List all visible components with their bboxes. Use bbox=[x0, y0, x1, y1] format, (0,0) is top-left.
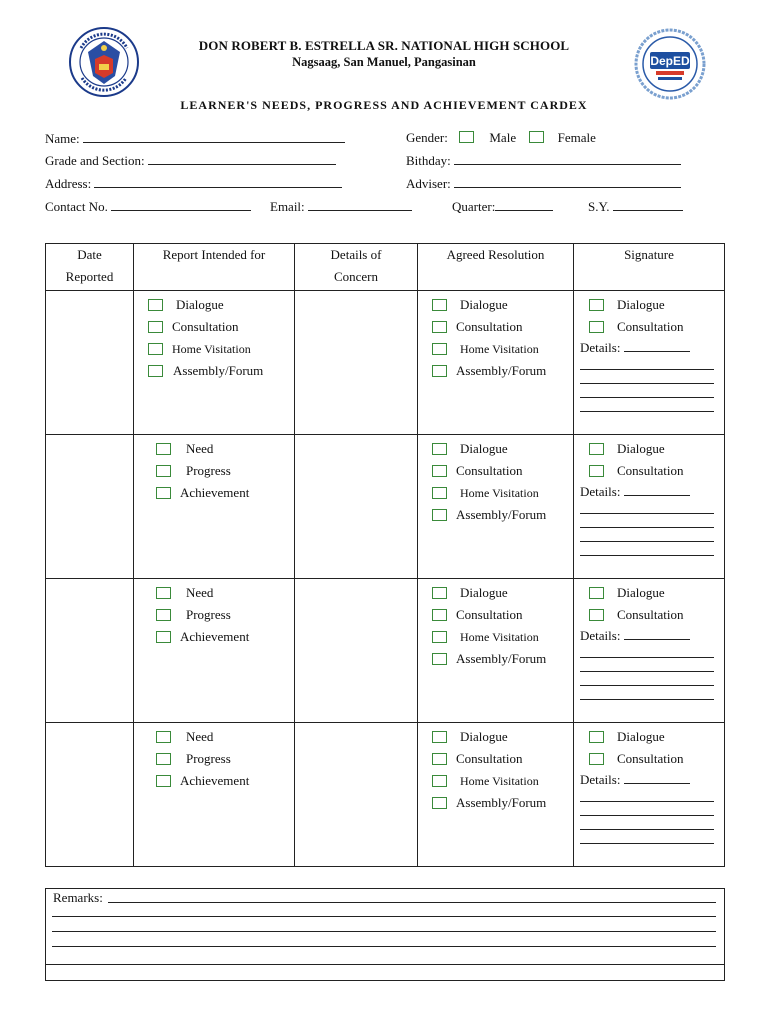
gender-field bbox=[406, 130, 596, 146]
resolution-option[interactable]: Home Visitation bbox=[432, 482, 573, 504]
gender-label: Gender: bbox=[406, 130, 448, 145]
report-option[interactable]: Home Visitation bbox=[148, 338, 294, 360]
date-cell[interactable] bbox=[46, 579, 134, 723]
table-row bbox=[46, 435, 725, 579]
adviser-line[interactable] bbox=[454, 175, 681, 188]
female-checkbox[interactable] bbox=[529, 131, 544, 143]
form-title: LEARNER'S NEEDS, PROGRESS AND ACHIEVEMENT CARDEX bbox=[180, 98, 588, 112]
resolution-checkbox[interactable] bbox=[432, 587, 447, 599]
remarks-line[interactable] bbox=[108, 902, 716, 903]
resolution-option[interactable]: Assembly/Forum bbox=[432, 504, 573, 526]
resolution-option[interactable]: Dialogue bbox=[432, 438, 573, 460]
table-row bbox=[46, 723, 725, 867]
svg-text:DepED: DepED bbox=[650, 54, 690, 68]
resolution-checkbox[interactable] bbox=[432, 299, 447, 311]
quarter-label: Quarter: bbox=[452, 199, 496, 214]
resolution-cell bbox=[418, 579, 574, 723]
adviser-label: Adviser: bbox=[406, 176, 451, 191]
signature-checkbox[interactable] bbox=[589, 299, 604, 311]
table-header-row bbox=[46, 244, 725, 291]
quarter-field[interactable] bbox=[452, 198, 553, 215]
report-checkbox[interactable] bbox=[156, 731, 171, 743]
resolution-checkbox[interactable] bbox=[432, 609, 447, 621]
resolution-checkbox[interactable] bbox=[432, 753, 447, 765]
sy-line[interactable] bbox=[613, 198, 683, 211]
date-cell[interactable] bbox=[46, 291, 134, 435]
signature-checkbox[interactable] bbox=[589, 465, 604, 477]
address-label: Address: bbox=[45, 176, 92, 191]
resolution-checkbox[interactable] bbox=[432, 465, 447, 477]
report-option[interactable]: Achievement bbox=[156, 626, 294, 648]
remarks-line[interactable] bbox=[52, 916, 716, 917]
report-option[interactable]: Need bbox=[156, 438, 294, 460]
header-signature: Signature bbox=[574, 244, 725, 291]
sy-label: S.Y. bbox=[588, 199, 610, 214]
details-cell[interactable] bbox=[295, 435, 418, 579]
school-address: Nagsaag, San Manuel, Pangasinan bbox=[292, 55, 476, 69]
resolution-cell bbox=[418, 723, 574, 867]
resolution-checkbox[interactable] bbox=[432, 343, 447, 355]
report-checkbox[interactable] bbox=[156, 631, 171, 643]
resolution-option[interactable]: Home Visitation bbox=[432, 770, 573, 792]
resolution-checkbox[interactable] bbox=[432, 487, 447, 499]
signature-checkbox[interactable] bbox=[589, 753, 604, 765]
details-field[interactable]: Details: bbox=[574, 338, 724, 356]
birthday-line[interactable] bbox=[454, 152, 681, 165]
report-checkbox[interactable] bbox=[156, 753, 171, 765]
female-label: Female bbox=[557, 130, 596, 145]
adviser-field[interactable] bbox=[406, 175, 681, 192]
contact-line[interactable] bbox=[111, 198, 251, 211]
resolution-cell bbox=[418, 291, 574, 435]
resolution-option[interactable]: Consultation bbox=[432, 316, 573, 338]
resolution-cell bbox=[418, 435, 574, 579]
signature-option[interactable]: Consultation bbox=[589, 316, 724, 338]
resolution-checkbox[interactable] bbox=[432, 631, 447, 643]
report-checkbox[interactable] bbox=[156, 465, 171, 477]
remarks-divider bbox=[46, 964, 724, 965]
signature-checkbox[interactable] bbox=[589, 443, 604, 455]
header-report-intended: Report Intended for bbox=[134, 244, 295, 291]
resolution-checkbox[interactable] bbox=[432, 443, 447, 455]
details-cell[interactable] bbox=[295, 291, 418, 435]
signature-cell bbox=[574, 435, 725, 579]
report-option[interactable]: Need bbox=[156, 726, 294, 748]
header-details-of-concern: Details of Concern bbox=[295, 244, 418, 291]
signature-checkbox[interactable] bbox=[589, 609, 604, 621]
signature-lines[interactable] bbox=[574, 500, 724, 556]
resolution-checkbox[interactable] bbox=[432, 509, 447, 521]
contact-field[interactable] bbox=[45, 198, 251, 215]
email-label: Email: bbox=[270, 199, 305, 214]
report-cell bbox=[134, 723, 295, 867]
signature-cell bbox=[574, 723, 725, 867]
report-checkbox[interactable] bbox=[148, 343, 163, 355]
signature-option[interactable]: Dialogue bbox=[589, 582, 724, 604]
table-row bbox=[46, 291, 725, 435]
table-row bbox=[46, 579, 725, 723]
report-checkbox[interactable] bbox=[156, 587, 171, 599]
report-option[interactable]: Achievement bbox=[156, 770, 294, 792]
report-checkbox[interactable] bbox=[156, 609, 171, 621]
report-cell bbox=[134, 435, 295, 579]
signature-option[interactable]: Dialogue bbox=[589, 294, 724, 316]
birthday-field[interactable] bbox=[406, 152, 681, 169]
email-line[interactable] bbox=[308, 198, 412, 211]
contact-label: Contact No. bbox=[45, 199, 108, 214]
grade-section-label: Grade and Section: bbox=[45, 153, 145, 168]
school-name: DON ROBERT B. ESTRELLA SR. NATIONAL HIGH SCHOOL bbox=[198, 38, 570, 53]
signature-option[interactable]: Consultation bbox=[589, 460, 724, 482]
name-field[interactable] bbox=[45, 130, 345, 147]
report-option[interactable]: Progress bbox=[156, 460, 294, 482]
details-cell[interactable] bbox=[295, 723, 418, 867]
resolution-checkbox[interactable] bbox=[432, 365, 447, 377]
address-line[interactable] bbox=[94, 175, 342, 188]
grade-section-line[interactable] bbox=[148, 152, 336, 165]
name-line[interactable] bbox=[83, 130, 345, 143]
report-checkbox[interactable] bbox=[156, 775, 171, 787]
details-field[interactable]: Details: bbox=[574, 770, 724, 788]
remarks-box[interactable] bbox=[45, 888, 725, 981]
report-checkbox[interactable] bbox=[156, 487, 171, 499]
signature-checkbox[interactable] bbox=[589, 321, 604, 333]
signature-lines[interactable] bbox=[574, 788, 724, 844]
resolution-option[interactable]: Assembly/Forum bbox=[432, 792, 573, 814]
signature-cell bbox=[574, 579, 725, 723]
signature-lines[interactable] bbox=[574, 644, 724, 700]
resolution-checkbox[interactable] bbox=[432, 775, 447, 787]
signature-option[interactable]: Consultation bbox=[589, 604, 724, 626]
email-field[interactable] bbox=[270, 198, 412, 215]
details-cell[interactable] bbox=[295, 579, 418, 723]
date-cell[interactable] bbox=[46, 723, 134, 867]
resolution-option[interactable]: Dialogue bbox=[432, 582, 573, 604]
report-cell bbox=[134, 291, 295, 435]
signature-option[interactable]: Dialogue bbox=[589, 438, 724, 460]
report-checkbox[interactable] bbox=[156, 443, 171, 455]
resolution-checkbox[interactable] bbox=[432, 797, 447, 809]
remarks-line[interactable] bbox=[52, 946, 716, 947]
resolution-option[interactable]: Consultation bbox=[432, 604, 573, 626]
remarks-label: Remarks: bbox=[53, 890, 103, 905]
report-option[interactable]: Need bbox=[156, 582, 294, 604]
cardex-table bbox=[45, 243, 725, 867]
address-field[interactable] bbox=[45, 175, 342, 192]
report-checkbox[interactable] bbox=[148, 365, 163, 377]
report-option[interactable]: Consultation bbox=[148, 316, 294, 338]
report-option[interactable]: Dialogue bbox=[148, 294, 294, 316]
resolution-option[interactable]: Consultation bbox=[432, 460, 573, 482]
header-agreed-resolution: Agreed Resolution bbox=[418, 244, 574, 291]
resolution-checkbox[interactable] bbox=[432, 321, 447, 333]
signature-checkbox[interactable] bbox=[589, 587, 604, 599]
male-checkbox[interactable] bbox=[459, 131, 474, 143]
signature-checkbox[interactable] bbox=[589, 731, 604, 743]
report-cell bbox=[134, 579, 295, 723]
resolution-option[interactable]: Consultation bbox=[432, 748, 573, 770]
remarks-line[interactable] bbox=[52, 931, 716, 932]
report-checkbox[interactable] bbox=[148, 321, 163, 333]
report-option[interactable]: Progress bbox=[156, 604, 294, 626]
quarter-line[interactable] bbox=[495, 198, 553, 211]
resolution-option[interactable]: Home Visitation bbox=[432, 338, 573, 360]
report-checkbox[interactable] bbox=[148, 299, 163, 311]
resolution-checkbox[interactable] bbox=[432, 731, 447, 743]
details-field[interactable]: Details: bbox=[574, 626, 724, 644]
resolution-option[interactable]: Home Visitation bbox=[432, 626, 573, 648]
signature-cell bbox=[574, 291, 725, 435]
signature-option[interactable]: Consultation bbox=[589, 748, 724, 770]
resolution-option[interactable]: Dialogue bbox=[432, 294, 573, 316]
report-option[interactable]: Assembly/Forum bbox=[148, 360, 294, 382]
resolution-option[interactable]: Dialogue bbox=[432, 726, 573, 748]
name-label: Name: bbox=[45, 131, 80, 146]
grade-section-field[interactable] bbox=[45, 152, 336, 169]
signature-lines[interactable] bbox=[574, 356, 724, 412]
report-option[interactable]: Progress bbox=[156, 748, 294, 770]
date-cell[interactable] bbox=[46, 435, 134, 579]
sy-field[interactable] bbox=[588, 198, 683, 215]
birthday-label: Bithday: bbox=[406, 153, 451, 168]
resolution-option[interactable]: Assembly/Forum bbox=[432, 360, 573, 382]
header-date-reported: Date Reported bbox=[46, 244, 134, 291]
male-label: Male bbox=[489, 130, 517, 145]
resolution-option[interactable]: Assembly/Forum bbox=[432, 648, 573, 670]
details-field[interactable]: Details: bbox=[574, 482, 724, 500]
report-option[interactable]: Achievement bbox=[156, 482, 294, 504]
resolution-checkbox[interactable] bbox=[432, 653, 447, 665]
signature-option[interactable]: Dialogue bbox=[589, 726, 724, 748]
